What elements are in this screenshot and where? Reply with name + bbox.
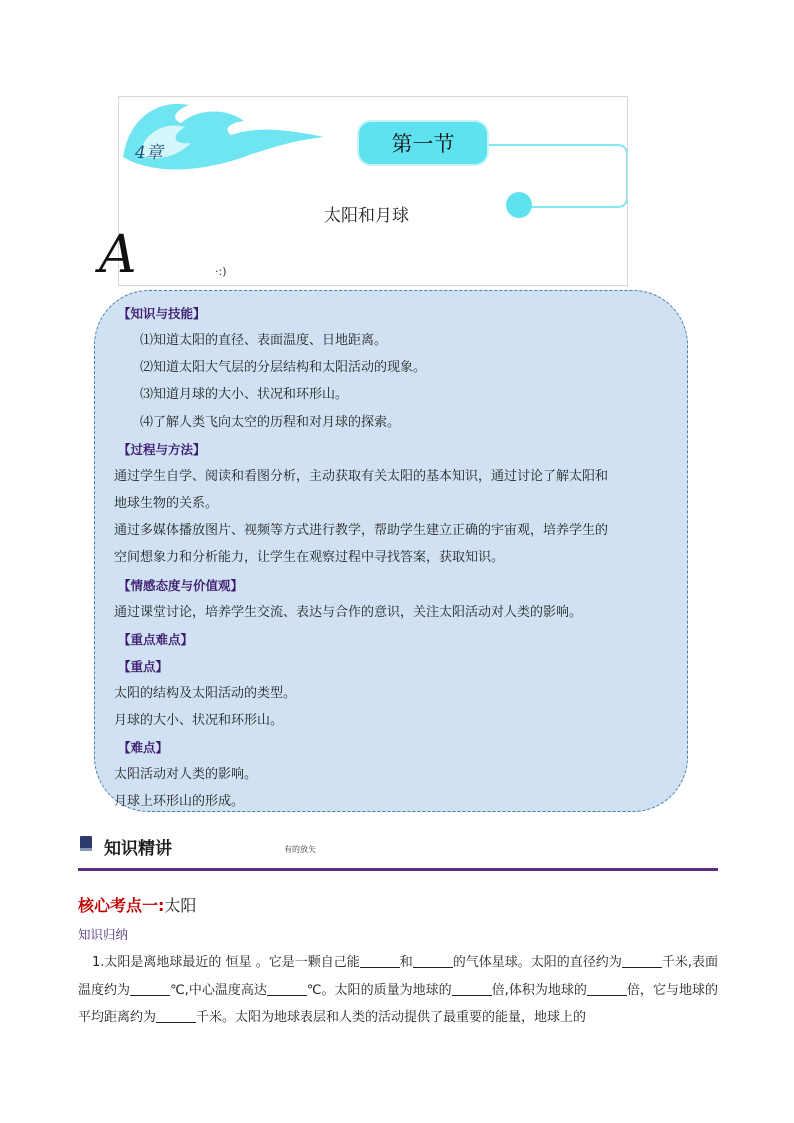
- para-text: ℃。太阳的质量为地球的: [306, 982, 452, 998]
- focus-line: 太阳的结构及太阳活动的类型。: [114, 685, 297, 701]
- emotion-line: 通过课堂讨论，培养学生交流、表达与合作的意识，关注太阳活动对人类的影响。: [114, 604, 583, 620]
- section-pill: 第一节: [357, 120, 489, 166]
- knowledge-skills-heading: 【知识与技能】: [118, 306, 206, 321]
- process-line: 空间想象力和分析能力，让学生在观察过程中寻找答案，获取知识。: [114, 550, 505, 566]
- objectives-content: [114, 300, 678, 816]
- para-text: 倍,体积为地球的: [491, 982, 587, 998]
- para-text: 千米,表面温度约为: [78, 955, 718, 998]
- para-text: 倍，它与地球的平均距离约为: [78, 982, 718, 1025]
- focus-line: 月球的大小、状况和环形山。: [114, 713, 284, 729]
- emotion-values-heading: 【情感态度与价值观】: [118, 577, 244, 593]
- knowledge-item: ⑷了解人类飞向太空的历程和对月球的探索。: [140, 414, 401, 430]
- para-text: 的气体星球。太阳的直径约为: [452, 955, 622, 970]
- difficulty-line: 太阳活动对人类的影响。: [114, 767, 258, 783]
- chapter-banner: [99, 96, 628, 286]
- decorative-letter: A: [99, 225, 137, 285]
- answer-blank[interactable]: [452, 981, 492, 996]
- key-difficulty-heading: 【重点难点】: [118, 631, 194, 647]
- focus-heading: 【重点】: [118, 658, 169, 674]
- difficulty-line: 月球上环形山的形成。: [114, 794, 245, 810]
- para-text: 千米。太阳为地球表层和人类的活动提供了最重要的能量，地球上的: [196, 1010, 587, 1025]
- knowledge-item: ⑶知道月球的大小、状况和环形山。: [140, 387, 349, 403]
- knowledge-item: ⑴知道太阳的直径、表面温度、日地距离。: [140, 333, 388, 348]
- process-line: 通过学生自学、阅读和看图分析，主动获取有关太阳的基本知识，通过讨论了解太阳和: [114, 468, 609, 484]
- section-title: 知识精讲: [104, 839, 172, 859]
- decorative-mark: ·:): [215, 265, 227, 278]
- answer-blank[interactable]: [130, 981, 170, 996]
- fill-in-paragraph: [78, 949, 718, 1032]
- book-icon: [80, 836, 92, 851]
- para-text: 1.太阳是离地球最近的 恒星 。它是一颗自己能: [92, 955, 360, 970]
- process-line: 地球生物的关系。: [114, 496, 219, 512]
- connector-line: [487, 145, 627, 207]
- answer-blank[interactable]: [622, 953, 662, 968]
- connector-dot: [506, 192, 532, 218]
- core-point-label: 核心考点一:: [78, 896, 165, 915]
- process-line: 通过多媒体播放图片、视频等方式进行教学，帮助学生建立正确的宇宙观，培养学生的: [114, 523, 609, 539]
- process-method-heading: 【过程与方法】: [118, 441, 206, 457]
- para-text: 和: [399, 955, 413, 970]
- answer-blank[interactable]: [156, 1008, 196, 1023]
- answer-blank[interactable]: [267, 981, 307, 996]
- chapter-label: 4章: [135, 143, 163, 163]
- answer-blank[interactable]: [413, 953, 453, 968]
- knowledge-summary-label: 知识归纳: [78, 927, 129, 942]
- answer-blank[interactable]: [587, 981, 627, 996]
- core-point-topic: 太阳: [164, 896, 197, 915]
- section-header-bar: [78, 828, 718, 871]
- para-text: ℃,中心温度高达: [170, 982, 267, 998]
- section-subtitle: 有的放矢: [284, 845, 316, 854]
- core-point-title: [78, 893, 196, 916]
- difficulty-heading: 【难点】: [118, 740, 169, 756]
- knowledge-item: ⑵知道太阳大气层的分层结构和太阳活动的现象。: [140, 360, 427, 376]
- answer-blank[interactable]: [360, 953, 400, 968]
- lesson-title: 太阳和月球: [324, 206, 409, 226]
